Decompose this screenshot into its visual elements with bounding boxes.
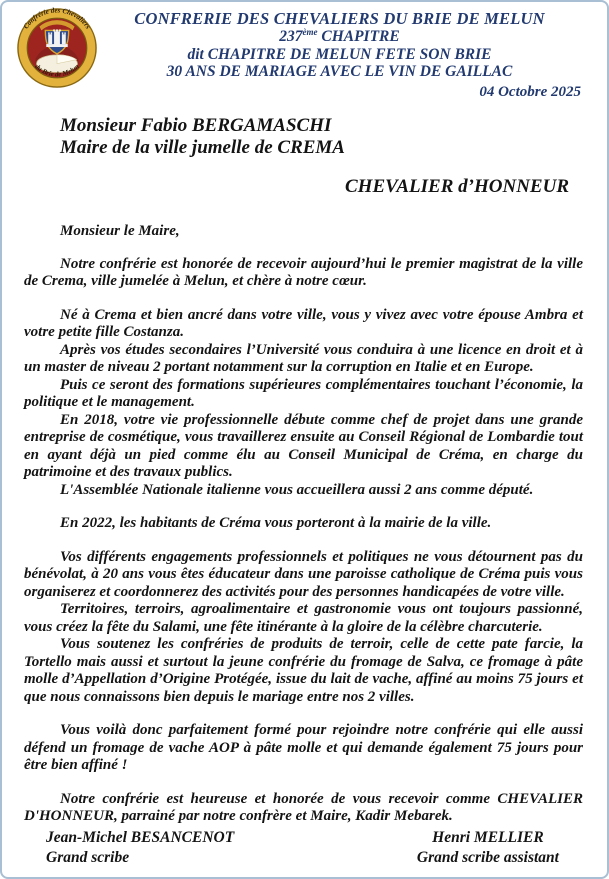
honor-title: CHEVALIER d’HONNEUR (345, 175, 569, 197)
letterhead (21, 6, 583, 101)
crest-ring-text-bottom: du Brie de Melun (33, 63, 81, 79)
letter-content (21, 6, 583, 873)
letter-body (24, 256, 583, 826)
signature-block (46, 828, 559, 867)
body-paragraph-3: Après vos études secondaires l’Université vous conduira à une licence en droit et à un master de niveau 2 portant notamment sur la corruption en Italie et en Europe. (24, 341, 583, 376)
letterhead-title-line1: CONFRERIE DES CHEVALIERS DU BRIE DE MELUN (134, 9, 545, 28)
confrerie-crest-logo (16, 7, 98, 89)
body-paragraph-8: Vos différents engagements professionnels et politiques ne vous détournent pas du bénévolat, à 20 ans vous êtes éducateur dans une paroisse catholique de Créma puis vous organiserez et coordonnerez des activités pour des personnes handicapées de votre ville. (24, 548, 583, 600)
recipient-block (60, 115, 583, 159)
recipient-role: Maire de la ville jumelle de CREMA (60, 136, 345, 158)
recipient-name: Monsieur Fabio BERGAMASCHI (60, 114, 332, 136)
signature-left-name: Jean-Michel BESANCENOT (46, 829, 235, 847)
body-paragraph-6: L'Assemblée Nationale italienne vous accueillera aussi 2 ans comme député. (60, 481, 534, 498)
letterhead-titles (21, 6, 583, 81)
signature-right-name: Henri MELLIER (432, 829, 544, 847)
signature-left (46, 828, 234, 867)
body-paragraph-1: Notre confrérie est honorée de recevoir aujourd’hui le premier magistrat de la ville de Crema, ville jumelée à Melun, et chère à notre cœur. (24, 255, 583, 290)
signature-right-title: Grand scribe assistant (416, 848, 559, 866)
body-paragraph-11: Vous voilà donc parfaitement formé pour rejoindre notre confrérie qui elle aussi défend un fromage de vache AOP à pâte molle et qui demande également 75 jours pour être bien affiné ! (24, 722, 583, 774)
chapter-number: 237 (279, 28, 303, 46)
body-paragraph-9: Territoires, terroirs, agroalimentaire et gastronomie vous ont toujours passionné, vous créez la fête du Salami, une fête itinérante à la gloire de la célèbre charcuterie. (24, 601, 583, 635)
body-paragraph-7: En 2022, les habitants de Créma vous porteront à la mairie de la ville. (60, 515, 492, 532)
letter-date: 04 Octobre 2025 (479, 83, 581, 100)
body-paragraph-12: Notre confrérie est heureuse et honorée de vous recevoir comme CHEVALIER D'HONNEUR, parrainé par notre confrère et Maire, Kadir Mebarek. (24, 790, 583, 825)
letterhead-title-line4: 30 ANS DE MARIAGE AVEC LE VIN DE GAILLAC (166, 63, 513, 81)
body-paragraph-10: Vous soutenez les confréries de produits de terroir, celle de cette pate farcie, la Tortello mais aussi et surtout la jeune confrérie du fromage de Salva, ce fromage à pâte molle d’Appellation d’Origine Protégée, issue du lait de vache, affiné au moins 75 jours et que nous connaissons bien depuis le mariage entre nos 2 villes. (24, 636, 583, 705)
signature-right (417, 828, 559, 867)
letterhead-chapter-line (96, 28, 583, 46)
salutation: Monsieur le Maire, (60, 222, 180, 239)
crest-ring-text-top: Confrérie des Chevaliers (21, 7, 93, 31)
chapter-label: CHAPITRE (317, 28, 400, 46)
chapter-ordinal-suffix: ème (302, 27, 318, 38)
letterhead-title-line3: dit CHAPITRE DE MELUN FETE SON BRIE (187, 46, 492, 64)
body-paragraph-2: Né à Crema et bien ancré dans votre ville, vous y vivez avec votre épouse Ambra et votre petite fille Costanza. (24, 306, 583, 341)
body-paragraph-4: Puis ce seront des formations supérieures complémentaires touchant l’économie, la politique et le management. (24, 376, 583, 411)
signature-left-title: Grand scribe (46, 848, 130, 866)
body-paragraph-5: En 2018, votre vie professionnelle débute comme chef de projet dans une grande entreprise de cosmétique, vous travaillerez ensuite au Conseil Régional de Lombardie tout en ayant déjà un pied comme élu au Conseil Municipal de Créma, en charge du patrimoine et des travaux publics. (24, 411, 583, 481)
